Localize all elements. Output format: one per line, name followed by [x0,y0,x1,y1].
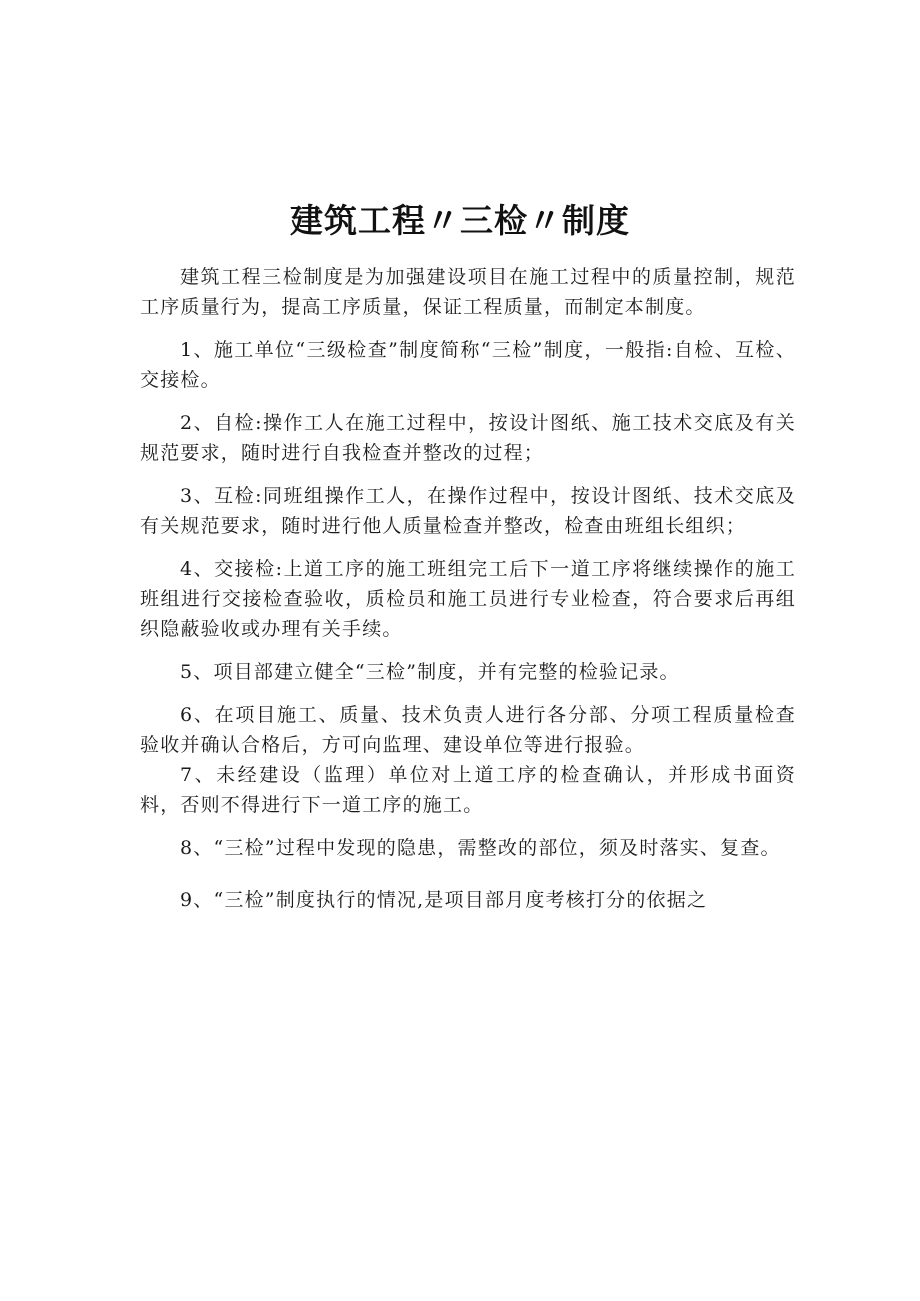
paragraph-item-6: 6、在项目施工、质量、技术负责人进行各分部、分项工程质量检查验收并确认合格后，方可向监理、建设单位等进行报验。 [140,704,796,756]
paragraph-item-8: 8、“三检”过程中发现的隐患，需整改的部位，须及时落实、复查。 [180,837,781,859]
paragraph-intro: 建筑工程三检制度是为加强建设项目在施工过程中的质量控制，规范工序质量行为，提高工序质量，保证工程质量，而制定本制度。 [140,266,796,318]
paragraph-item-7: 7、未经建设（监理）单位对上道工序的检查确认，并形成书面资料，否则不得进行下一道工序的施工。 [140,764,796,816]
paragraph-item-1: 1、施工单位“三级检查”制度简称“三检”制度，一般指:自检、互检、交接检。 [140,339,796,391]
paragraph-item-9: 9、“三检”制度执行的情况,是项目部月度考核打分的依据之 [180,889,708,911]
paragraph-item-3: 3、互检:同班组操作工人，在操作过程中，按设计图纸、技术交底及有关规范要求，随时进行他人质量检查并整改，检查由班组长组织； [140,485,796,537]
document-body [140,262,796,915]
paragraph-item-5: 5、项目部建立健全“三检”制度，并有完整的检验记录。 [180,661,680,683]
paragraph-item-4: 4、交接检:上道工序的施工班组完工后下一道工序将继续操作的施工班组进行交接检查验收，质检员和施工员进行专业检查，符合要求后再组织隐蔽验收或办理有关手续。 [140,558,796,640]
document-title: 建筑工程〃三检〃制度 [290,201,630,240]
paragraph-item-2: 2、自检:操作工人在施工过程中，按设计图纸、施工技术交底及有关规范要求，随时进行自我检查并整改的过程； [140,412,796,464]
